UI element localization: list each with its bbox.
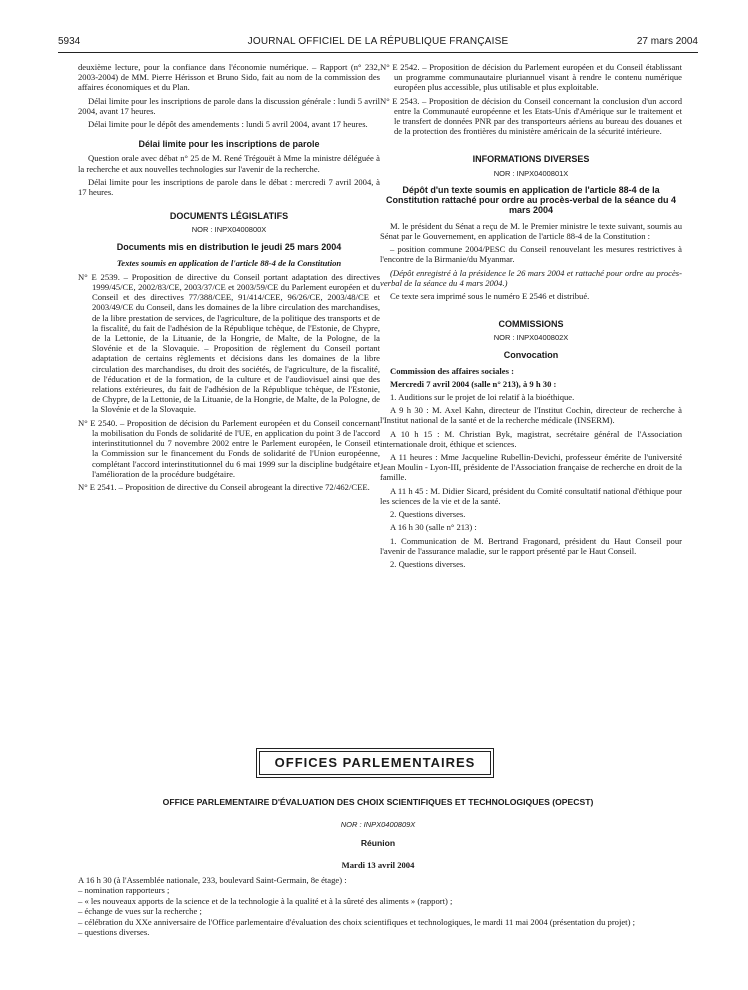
journal-title: JOURNAL OFFICIEL DE LA RÉPUBLIQUE FRANÇAISE xyxy=(247,36,509,47)
reunion-agenda xyxy=(78,875,678,937)
agenda-item: 1. Auditions sur le projet de loi relatif à la bioéthique. xyxy=(390,392,575,403)
deadline-paragraph: Délai limite pour les inscriptions de parole dans la discussion générale : lundi 5 avril 2004, avant 17 heures. xyxy=(78,95,380,116)
issue-date: 27 mars 2004 xyxy=(636,36,698,47)
deadline-paragraph: Délai limite pour les inscriptions de parole dans le débat : mercredi 7 avril 2004, à 17 heures. xyxy=(78,176,380,198)
agenda-line: – échange de vues sur la recherche ; xyxy=(78,906,202,917)
opecst-title: OFFICE PARLEMENTAIRE D'ÉVALUATION DES CHOIX SCIENTIFIQUES ET TECHNOLOGIQUES (OPECST) xyxy=(162,797,594,807)
depot-paragraph: M. le président du Sénat a reçu de M. le Premier ministre le texte suivant, soumis au Sénat par le Gouvernement, en application de l'article 88-4 de la Constitution : xyxy=(380,220,682,242)
document-item: N° E 2541. – Proposition de directive du Conseil abrogeant la directive 72/462/CEE. xyxy=(78,481,370,492)
agenda-item: 1. Communication de M. Bertrand Fragonard, président du Haut Conseil pour l'avenir de l'assurance maladie, sur le rapport présenté par le Haut Conseil. xyxy=(380,535,682,556)
commission-date: Mercredi 7 avril 2004 (salle n° 213), à 9 h 30 : xyxy=(390,378,557,389)
document-item: N° E 2540. – Proposition de décision du Parlement européen et du Conseil concernant la mobilisation du Fonds de solidarité de l'UE, en application du point 3 de l'accord interinstitutionnel du 7 novembre 2002 entre le Parlement européen, le Conseil et la Commission sur le financement du Fonds de solidarité de l'Union européenne, complétant l'accord interinstitutionnel du 6 mai 1999 sur la discipline budgétaire et l'amélioration de la procédure budgétaire. xyxy=(78,417,380,479)
agenda-item: 2. Questions diverses. xyxy=(390,558,466,569)
agenda-item: A 16 h 30 (salle n° 213) : xyxy=(390,522,477,533)
right-column xyxy=(380,62,682,572)
depot-paragraph: Ce texte sera imprimé sous le numéro E 2546 et distribué. xyxy=(390,291,590,302)
subsection-heading: Dépôt d'un texte soumis en application de l'article 88-4 de la Constitution rattaché pour ordre au procès-verbal de la séance du 4 mars 2004 xyxy=(385,184,677,215)
agenda-line: – célébration du XXe anniversaire de l'Office parlementaire d'évaluation des choix scientifiques et technologiques, le mardi 11 mai 2004 (présentation du projet) ; xyxy=(78,916,635,927)
section-heading: DOCUMENTS LÉGISLATIFS xyxy=(169,211,289,222)
agenda-line: A 16 h 30 (à l'Assemblée nationale, 233, boulevard Saint-Germain, 8e étage) : xyxy=(78,875,347,885)
agenda-line: – nomination rapporteurs ; xyxy=(78,885,170,896)
reunion-date: Mardi 13 avril 2004 xyxy=(341,860,415,870)
section-heading: INFORMATIONS DIVERSES xyxy=(472,154,590,165)
depot-paragraph: – position commune 2004/PESC du Conseil renouvelant les mesures restrictives à l'encontre de la Birmanie/du Myanmar. xyxy=(380,244,682,265)
agenda-item: A 10 h 15 : M. Christian Byk, magistrat, secrétaire général de l'Association internationale droit, éthique et sciences. xyxy=(380,428,682,449)
nor-reference: NOR : INPX0400809X xyxy=(340,820,416,829)
offices-banner-label: OFFICES PARLEMENTAIRES xyxy=(274,755,476,770)
agenda-item: A 11 h 45 : M. Didier Sicard, président du Comité consultatif national d'éthique pour les sciences de la vie et de la santé. xyxy=(380,485,682,506)
nor-reference: NOR : INPX0400802X xyxy=(493,333,569,343)
nor-reference: NOR : INPX0400800X xyxy=(191,225,267,235)
subsection-heading: Convocation xyxy=(503,349,559,360)
agenda-item: 2. Questions diverses. xyxy=(390,509,466,520)
intro-paragraph: deuxième lecture, pour la confiance dans l'économie numérique. – Rapport (n° 232, 2003-2004) de MM. Pierre Hérisson et Bruno Sido, fait au nom de la commission des affaires économiques et du Plan. xyxy=(78,62,380,93)
section-heading: Délai limite pour les inscriptions de parole xyxy=(138,139,320,150)
agenda-line: – « les nouveaux apports de la science et de la technologie à la qualité et à la sûreté des aliments » (rapport) ; xyxy=(78,895,453,906)
deadline-paragraph: Délai limite pour le dépôt des amendements : lundi 5 avril 2004, avant 17 heures. xyxy=(88,119,368,130)
nor-reference: NOR : INPX0400801X xyxy=(493,168,569,178)
page-number: 5934 xyxy=(58,36,81,47)
document-item: N° E 2542. – Proposition de décision du Parlement européen et du Conseil établissant un programme communautaire pluriannuel visant à rendre le contenu numérique européen plus accessible, plus utilisable et plus exploitable. xyxy=(380,62,682,93)
agenda-item: A 11 heures : Mme Jacqueline Rubellin-Devichi, professeur émérite de l'université Jean Moulin - Lyon-III, présidente de l'Association française de recherche en droit de la famille. xyxy=(380,452,682,483)
offices-banner xyxy=(259,751,491,775)
italic-heading: Textes soumis en application de l'article 88-4 de la Constitution xyxy=(116,257,342,268)
question-paragraph: Question orale avec débat n° 25 de M. René Trégouët à Mme la ministre déléguée à la recherche et aux nouvelles technologies sur l'avenir de la recherche. xyxy=(78,153,380,174)
left-column xyxy=(78,62,380,495)
page-header xyxy=(58,36,698,53)
agenda-item: A 9 h 30 : M. Axel Kahn, directeur de l'Institut Cochin, directeur de recherche à l'Institut national de la santé et de la recherche médicale (INSERM). xyxy=(380,405,682,426)
reunion-heading: Réunion xyxy=(360,838,396,848)
document-item: N° E 2539. – Proposition de directive du Conseil portant adaptation des directives 1999/45/CE, 2002/83/CE, 2003/37/CE et 2003/59/CE du Parlement européen et du Conseil et des directives 77/388/CEE, 91/414/CEE, 96/26/CE, 2003/48/CE et 2003/49/CE du Conseil, dans les domaines de la libre circulation des marchandises, de la libre prestation de services, de l'agriculture, de la politique des transports et de la fiscalité, du fait de l'adhésion de la République tchèque, de l'Estonie, de Chypre, de la Lettonie, de la Lituanie, de la Hongrie, de Malte, de la Pologne, de la Slovénie et de la Slovaquie. – Proposition de règlement du Conseil portant adaptation de certains règlements et décisions dans les domaines de la libre circulation des marchandises, du droit des sociétés, de l'agriculture, de la fiscalité, de l'éducation et de la formation, de la culture et de l'audiovisuel ainsi que des relations extérieures, du fait de l'adhésion de la République tchèque, de l'Estonie, de Chypre, de la Lettonie, de la Lituanie, de la Hongrie, de Malte, de la Pologne, de la Slovénie et de la Slovaquie. xyxy=(78,271,380,415)
agenda-line: – questions diverses. xyxy=(78,927,150,938)
subsection-heading: Documents mis en distribution le jeudi 25 mars 2004 xyxy=(116,241,342,252)
section-heading: COMMISSIONS xyxy=(498,319,564,330)
depot-paragraph: (Dépôt enregistré à la présidence le 26 mars 2004 et rattaché pour ordre au procès-verbal de la séance du 4 mars 2004.) xyxy=(380,267,682,288)
document-item: N° E 2543. – Proposition de décision du Conseil concernant la conclusion d'un accord entre la Communauté européenne et les Etats-Unis d'Amérique sur le traitement et le transfert de données PNR par des transporteurs aériens au bureau des douanes et de la protection des frontières du ministère américain de la sécurité intérieure. xyxy=(380,95,682,137)
commission-name: Commission des affaires sociales : xyxy=(390,365,514,376)
